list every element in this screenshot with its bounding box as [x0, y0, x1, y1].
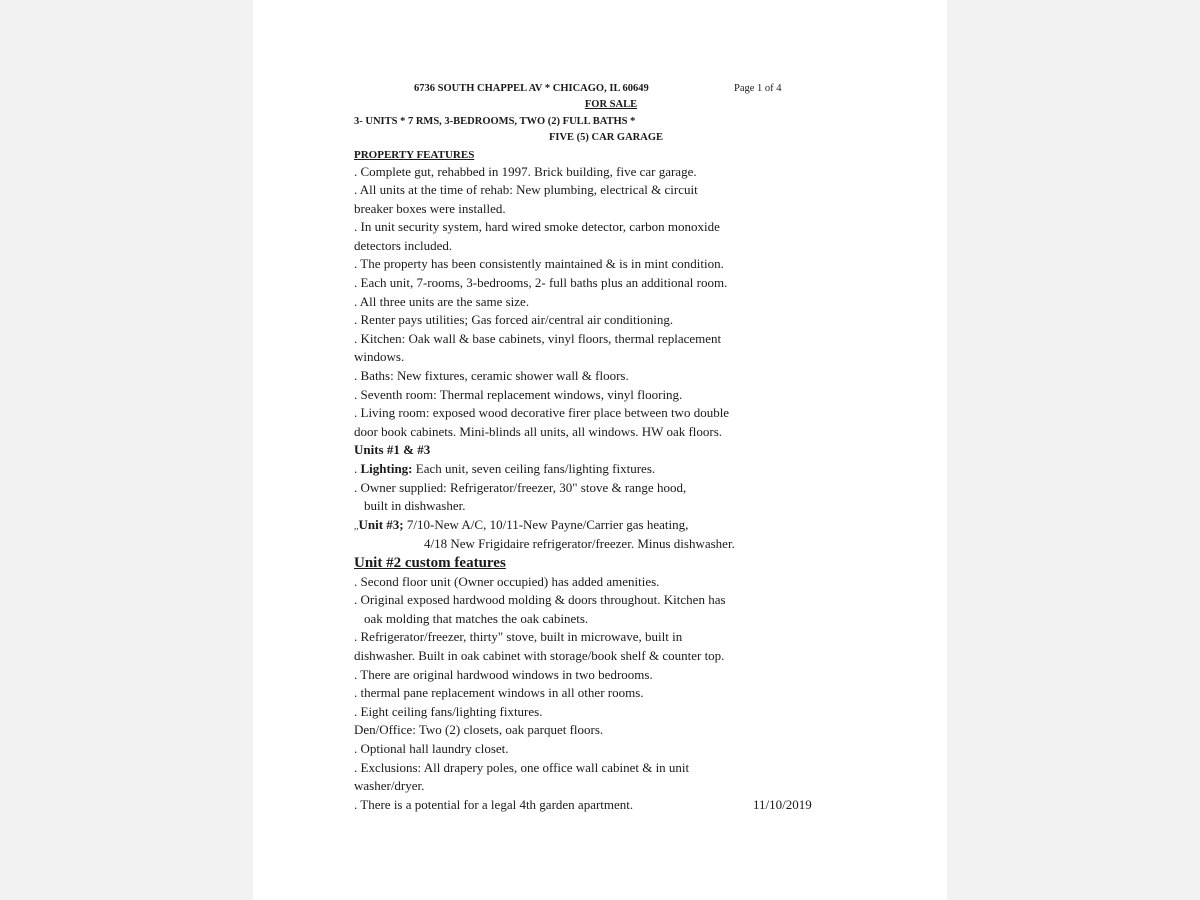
- property-features-heading: PROPERTY FEATURES: [354, 148, 475, 161]
- unit-2-line: . Refrigerator/freezer, thirty" stove, built in microwave, built in: [354, 629, 683, 645]
- unit-2-heading: Unit #2 custom features: [354, 554, 506, 571]
- feature-line: breaker boxes were installed.: [354, 200, 506, 216]
- feature-line: . In unit security system, hard wired smoke detector, carbon monoxide: [354, 219, 720, 235]
- header-row: [354, 80, 854, 97]
- feature-line: . Complete gut, rehabbed in 1997. Brick building, five car garage.: [354, 163, 697, 179]
- unit-2-line: . Exclusions: All drapery poles, one office wall cabinet & in unit: [354, 759, 690, 775]
- for-sale-heading: FOR SALE: [584, 99, 638, 110]
- unit-2-line: . Eight ceiling fans/lighting fixtures.: [354, 703, 543, 719]
- unit-2-line: . There are original hardwood windows in two bedrooms.: [354, 666, 653, 682]
- property-features-list: [354, 163, 854, 442]
- feature-line: . Seventh room: Thermal replacement windows, vinyl flooring.: [354, 386, 683, 402]
- page-number: Page 1 of 4: [734, 83, 782, 94]
- units-summary-line: 3- UNITS * 7 RMS, 3-BEDROOMS, TWO (2) FULL BATHS *: [354, 115, 636, 127]
- unit3-prefix: ,,: [354, 520, 359, 531]
- property-address: 6736 SOUTH CHAPPEL AV * CHICAGO, IL 60649: [414, 83, 649, 94]
- feature-line: door book cabinets. Mini-blinds all units, all windows. HW oak floors.: [354, 423, 723, 439]
- unit3-cont: 4/18 New Frigidaire refrigerator/freezer. Minus dishwasher.: [424, 536, 735, 552]
- feature-line: . Kitchen: Oak wall & base cabinets, vinyl floors, thermal replacement: [354, 330, 722, 346]
- feature-line: detectors included.: [354, 237, 453, 253]
- unit-2-line: . thermal pane replacement windows in all other rooms.: [354, 685, 644, 701]
- lighting-prefix: .: [354, 461, 361, 476]
- feature-line: . Baths: New fixtures, ceramic shower wall & floors.: [354, 368, 629, 384]
- unit-2-list: [354, 573, 854, 796]
- lighting-text: Each unit, seven ceiling fans/lighting fixtures.: [412, 461, 656, 476]
- owner-supplied-line: . Owner supplied: Refrigerator/freezer, 30" stove & range hood,: [354, 479, 687, 495]
- feature-line: windows.: [354, 349, 405, 365]
- document-body: [354, 80, 854, 814]
- feature-line: . Renter pays utilities; Gas forced air/central air conditioning.: [354, 312, 674, 328]
- garage-summary-line: FIVE (5) CAR GARAGE: [548, 132, 664, 143]
- unit-2-line: oak molding that matches the oak cabinets.: [364, 610, 589, 626]
- lighting-line: [354, 460, 854, 479]
- unit3-label: Unit #3;: [358, 516, 404, 532]
- unit3-line: [354, 516, 854, 536]
- lighting-label: Lighting:: [360, 461, 413, 476]
- unit-2-line: . Optional hall laundry closet.: [354, 740, 509, 756]
- unit-2-line: . Second floor unit (Owner occupied) has added amenities.: [354, 573, 660, 589]
- final-row: [354, 796, 854, 815]
- feature-line: . Each unit, 7-rooms, 3-bedrooms, 2- full baths plus an additional room.: [354, 275, 728, 291]
- feature-line: . Living room: exposed wood decorative firer place between two double: [354, 405, 730, 421]
- feature-line: . All units at the time of rehab: New plumbing, electrical & circuit: [354, 182, 698, 198]
- document-date: 11/10/2019: [753, 796, 812, 812]
- unit-2-line: dishwasher. Built in oak cabinet with storage/book shelf & counter top.: [354, 647, 725, 663]
- unit-2-line: . Original exposed hardwood molding & doors throughout. Kitchen has: [354, 592, 726, 608]
- garden-apartment-line: . There is a potential for a legal 4th garden apartment.: [354, 796, 634, 812]
- unit-2-line: washer/dryer.: [354, 778, 425, 794]
- owner-supplied-cont: built in dishwasher.: [364, 498, 466, 514]
- units-1-3-heading: Units #1 & #3: [354, 442, 431, 458]
- unit3-text: 7/10-New A/C, 10/11-New Payne/Carrier gas heating,: [403, 516, 689, 532]
- document-page: [253, 0, 947, 900]
- feature-line: . All three units are the same size.: [354, 293, 530, 309]
- feature-line: . The property has been consistently maintained & is in mint condition.: [354, 256, 724, 272]
- unit-2-line: Den/Office: Two (2) closets, oak parquet floors.: [354, 722, 604, 738]
